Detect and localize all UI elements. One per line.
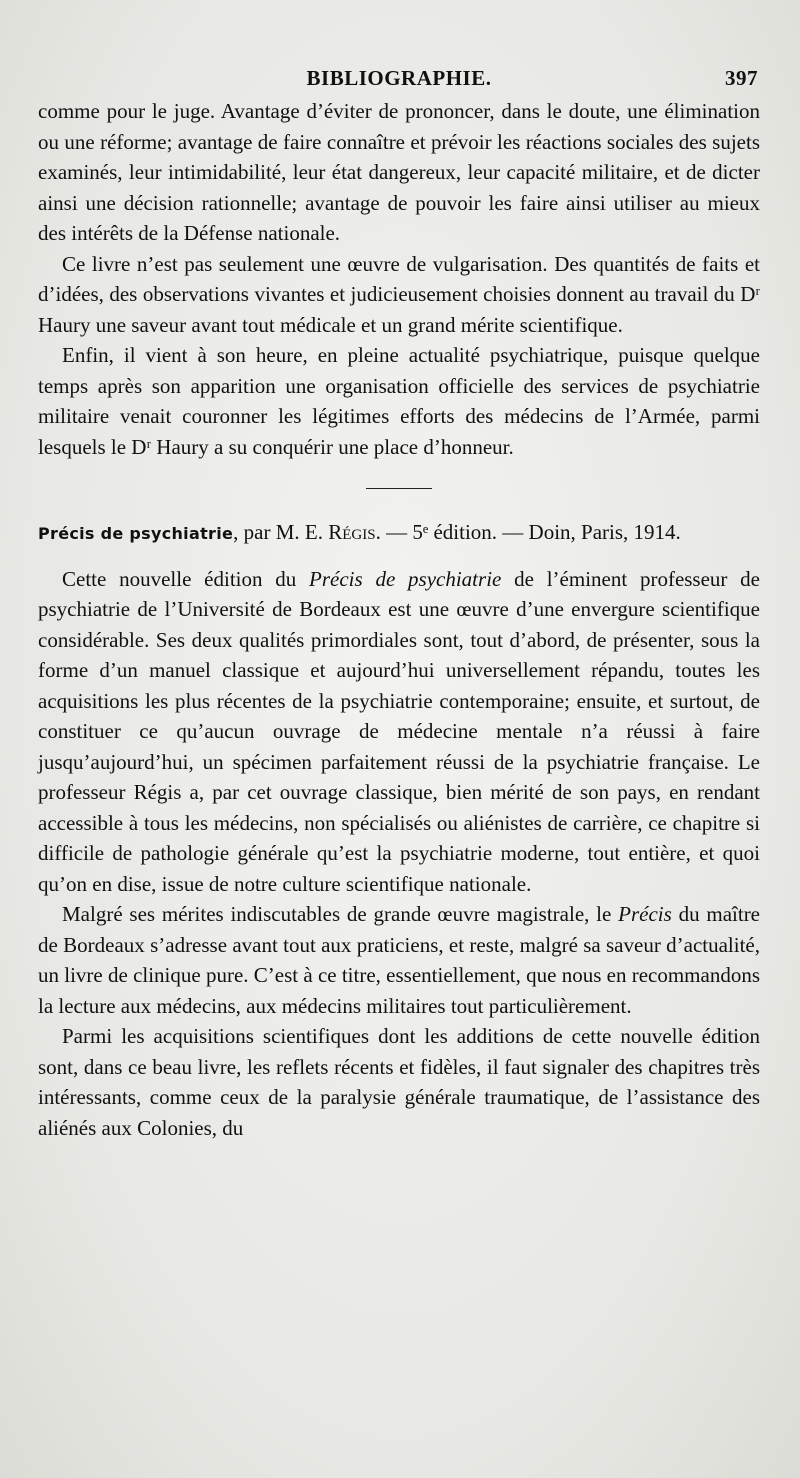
entry-details: . — 5ᵉ édition. — Doin, Paris, 1914. xyxy=(375,520,681,544)
paragraph: Ce livre n’est pas seulement une œuvre de vulgarisation. Des quantités de faits et d’idées, des observations vivantes et judicieusement choisies donnent au travail du Dʳ Haury une saveur avant tout médicale et un grand mérite scientifique. xyxy=(38,251,760,337)
running-head xyxy=(38,60,760,96)
paragraph: Enfin, il vient à son heure, en pleine actualité psychiatrique, puisque quelque temps après son apparition une organisation officielle des services de psychiatrie militaire venait couronner les légitimes efforts des médecins de l’Armée, parmi lesquels le Dʳ Haury a su conquérir une place d’honneur. xyxy=(38,343,760,459)
section-title: BIBLIOGRAPHIE. xyxy=(306,66,492,90)
paragraph-text: Cette nouvelle édition du xyxy=(62,566,310,591)
page-number: 397 xyxy=(725,66,758,90)
paragraph xyxy=(38,564,760,900)
section-divider xyxy=(366,488,432,489)
entry-book-title: Précis de psychiatrie xyxy=(38,524,234,543)
entry-author: Régis xyxy=(328,520,376,544)
paragraph xyxy=(38,899,760,1021)
paragraph-text: du maître de Bordeaux s’adresse avant tout aux praticiens, et reste, malgré sa saveur d’actualité, un livre de clinique pure. C’est à ce titre, essentiellement, que nous en recommandons la lecture aux médecins, aux médecins militaires tout particulièrement. xyxy=(38,902,761,1018)
paragraph: Parmi les acquisitions scientifiques dont les additions de cette nouvelle édition sont, dans ce beau livre, les reflets récents et fidèles, il faut signaler des chapitres très intéressants, comme ceux de la paralysie générale traumatique, de l’assistance des aliénés aux Colonies, du xyxy=(38,1024,760,1140)
paragraph-text: de l’éminent professeur de psychiatrie de l’Université de Bordeaux est une œuvre d’une envergure scientifique considérable. Ses deux qualités primordiales sont, tout d’abord, de présenter, sous la forme d’un manuel classique et aujourd’hui universellement répandu, toutes les acquisitions les plus récentes de la psychiatrie contemporaine; ensuite, et surtout, de constituer ce qu’aucun ouvrage de médecine mentale n’a réussi à faire jusqu’aujourd’hui, un spécimen parfaitement réussi de la psychiatrie française. Le professeur Régis a, par cet ouvrage classique, bien mérité de son pays, en rendant accessible à tous les médecins, non spécialisés ou aliénistes de carrière, ce chapitre si difficile de pathologie générale qu’est la psychiatrie moderne, tout entière, et quoi qu’on en dise, issue de notre culture scientifique nationale. xyxy=(38,566,761,896)
bibliographic-entry xyxy=(38,517,760,550)
paragraph-text: Malgré ses mérites indiscutables de grande œuvre magistrale, le xyxy=(62,902,619,926)
italic-title: Précis de psychiatrie xyxy=(309,566,502,591)
italic-title: Précis xyxy=(618,902,672,926)
entry-by: , par M. E. xyxy=(233,520,329,544)
paragraph-continuation: comme pour le juge. Avantage d’éviter de prononcer, dans le doute, une élimination ou une réforme; avantage de faire connaître et prévoir les réactions sociales des sujets examinés, leur intimidabilité, leur état dangereux, leur capacité militaire, et de dicter ainsi une décision rationnelle; avantage de pouvoir les faire ainsi utiliser au mieux des intérêts de la Défense nationale. xyxy=(38,99,760,245)
